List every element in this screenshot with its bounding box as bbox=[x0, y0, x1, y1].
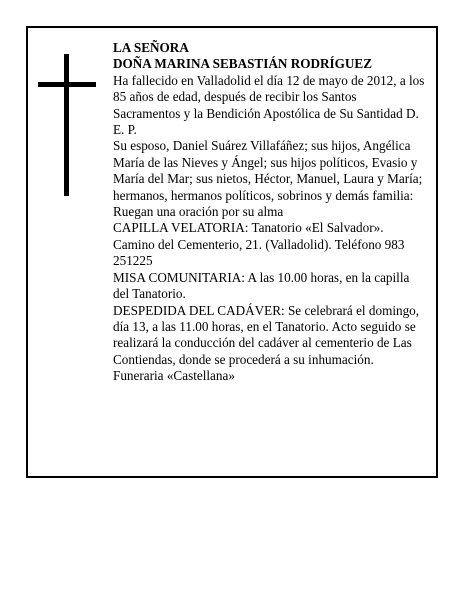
death-announcement: Ha fallecido en Valladolid el día 12 de mayo de 2012, a los 85 años de edad, después de recibir los Santos Sacramentos y la Bendición Apostólica de Su Santidad D. E. P. bbox=[113, 72, 425, 138]
notice-body bbox=[113, 40, 425, 385]
deceased-name: DOÑA MARINA SEBASTIÁN RODRÍGUEZ bbox=[113, 56, 373, 72]
chapel-info: CAPILLA VELATORIA: Tanatorio «El Salvador». Camino del Cementerio, 21. (Valladolid). Teléfono 983 251225 bbox=[113, 220, 405, 269]
funeral-home: Funeraria «Castellana» bbox=[113, 368, 235, 384]
mass-info: MISA COMUNITARIA: A las 10.00 horas, en la capilla del Tanatorio. bbox=[113, 269, 410, 302]
cross-icon bbox=[64, 54, 69, 196]
notice-title: LA SEÑORA bbox=[113, 40, 189, 55]
cross-icon-bar bbox=[38, 82, 96, 87]
prayer-request: Ruegan una oración por su alma bbox=[113, 204, 284, 220]
family-list: Su esposo, Daniel Suárez Villafáñez; sus hijos, Angélica María de las Nieves y Ángel; sus hijos políticos, Evasio y María del Mar; sus nietos, Héctor, Manuel, Laura y María; hermanos, hermanos políticos, sobrinos y demás familia: bbox=[113, 138, 423, 203]
farewell-info: DESPEDIDA DEL CADÁVER: Se celebrará el domingo, día 13, a las 11.00 horas, en el Tanatorio. Acto seguido se realizará la conducción del cadáver al cementerio de Las Contiendas, donde se procederá a su inhumación. bbox=[113, 302, 420, 367]
